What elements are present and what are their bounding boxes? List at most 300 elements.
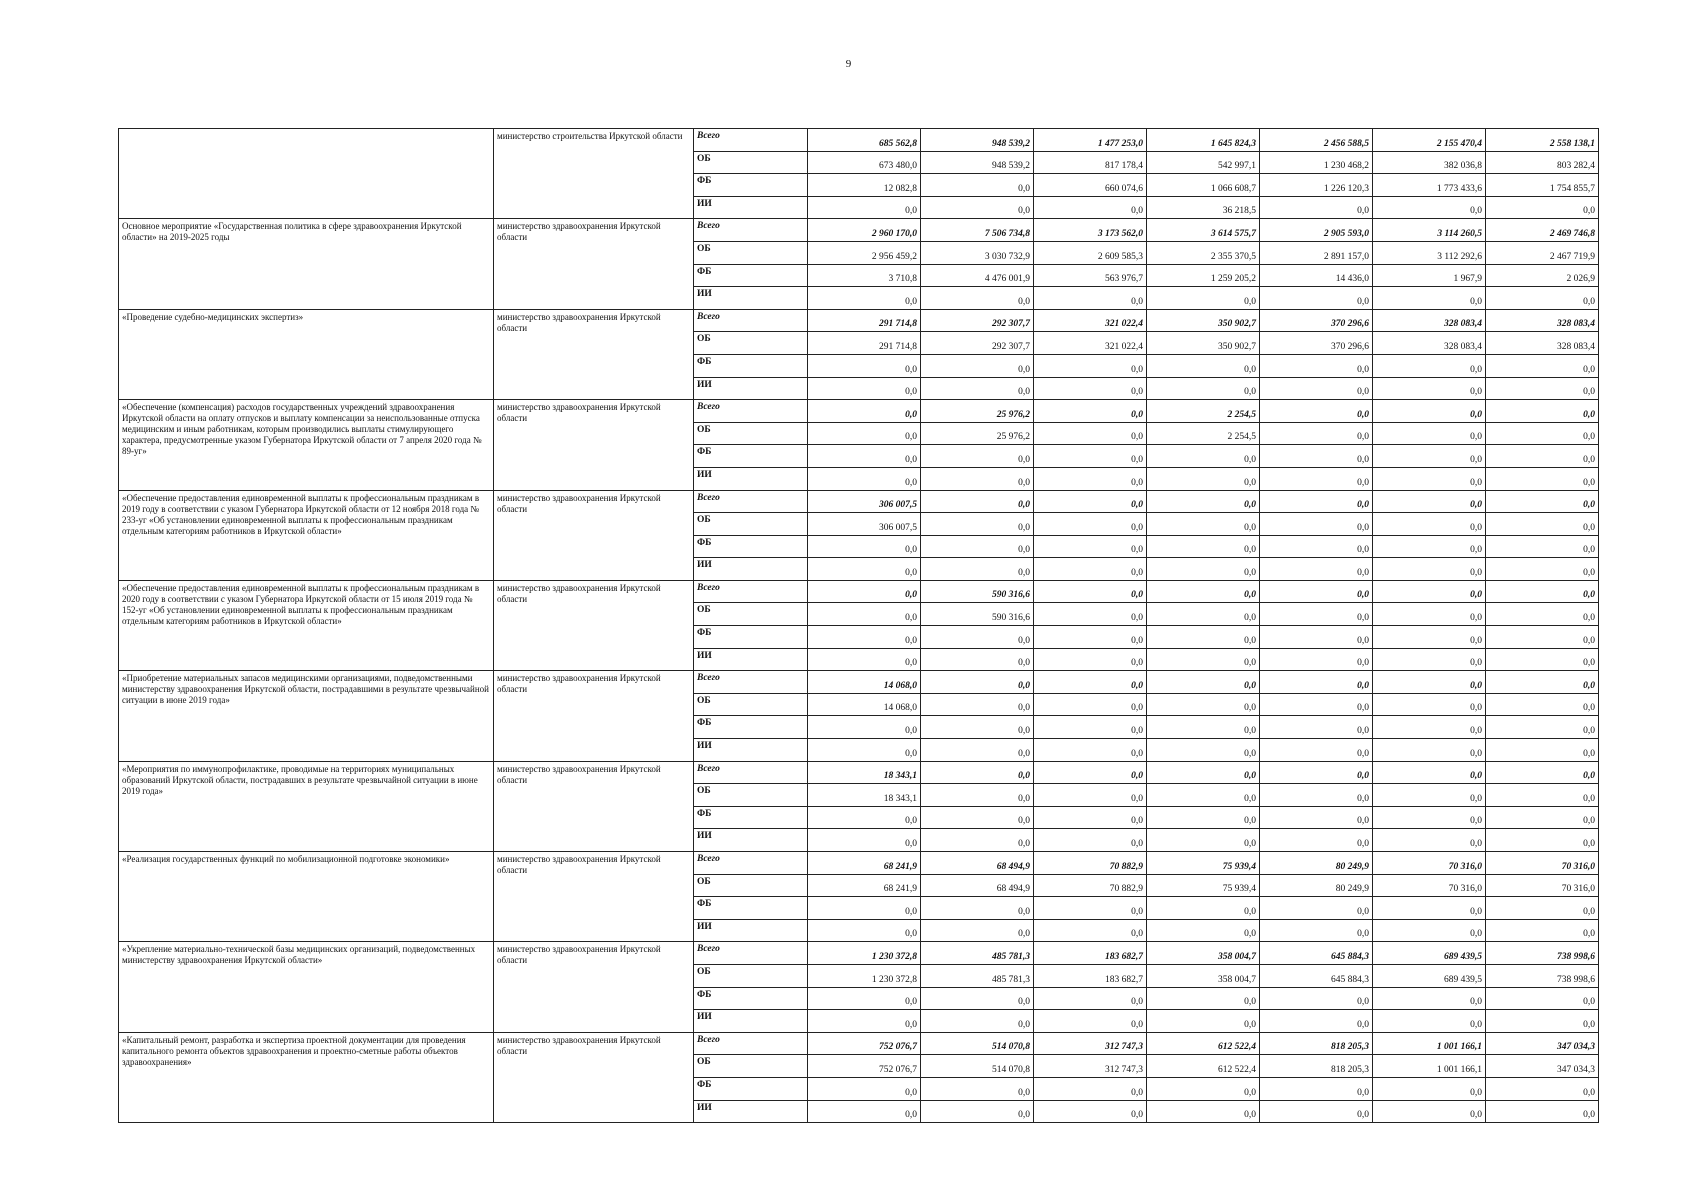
- value-cell: 328 083,4: [1486, 332, 1599, 355]
- value-cell: 0,0: [1260, 513, 1373, 536]
- funding-source-cell: ИИ: [694, 558, 808, 581]
- value-cell: 0,0: [1486, 784, 1599, 807]
- value-cell: 0,0: [1373, 829, 1486, 852]
- funding-source-cell: ИИ: [694, 467, 808, 490]
- value-cell: 3 710,8: [808, 264, 921, 287]
- value-cell: 0,0: [1034, 354, 1147, 377]
- value-cell: 0,0: [1486, 1077, 1599, 1100]
- funding-source-cell: Всего: [694, 219, 808, 242]
- value-cell: 0,0: [921, 897, 1034, 920]
- value-cell: 2 469 746,8: [1486, 219, 1599, 242]
- funding-source-cell: ОБ: [694, 693, 808, 716]
- value-cell: 0,0: [1486, 558, 1599, 581]
- funding-source-cell: Всего: [694, 1032, 808, 1055]
- value-cell: 382 036,8: [1373, 151, 1486, 174]
- funding-source-cell: ФБ: [694, 897, 808, 920]
- value-cell: 1 259 205,2: [1147, 264, 1260, 287]
- value-cell: 0,0: [1034, 784, 1147, 807]
- value-cell: 0,0: [921, 987, 1034, 1010]
- value-cell: 0,0: [921, 287, 1034, 310]
- value-cell: 0,0: [1034, 558, 1147, 581]
- value-cell: 0,0: [1486, 400, 1599, 423]
- value-cell: 0,0: [1260, 400, 1373, 423]
- value-cell: 0,0: [1373, 671, 1486, 694]
- responsible-executor-cell: министерство здравоохранения Иркутской области: [494, 400, 694, 490]
- value-cell: 0,0: [1373, 806, 1486, 829]
- value-cell: 752 076,7: [808, 1032, 921, 1055]
- value-cell: 0,0: [1034, 897, 1147, 920]
- value-cell: 0,0: [1034, 445, 1147, 468]
- value-cell: 0,0: [1260, 739, 1373, 762]
- value-cell: 0,0: [808, 1010, 921, 1033]
- funding-source-cell: ФБ: [694, 806, 808, 829]
- value-cell: 0,0: [1373, 648, 1486, 671]
- value-cell: 2 026,9: [1486, 264, 1599, 287]
- table-row: [119, 852, 1599, 875]
- funding-source-cell: ОБ: [694, 784, 808, 807]
- value-cell: 75 939,4: [1147, 874, 1260, 897]
- value-cell: 0,0: [1260, 897, 1373, 920]
- value-cell: 1 230 372,8: [808, 964, 921, 987]
- value-cell: 0,0: [1486, 377, 1599, 400]
- value-cell: 0,0: [1147, 1077, 1260, 1100]
- value-cell: 738 998,6: [1486, 964, 1599, 987]
- value-cell: 1 230 468,2: [1260, 151, 1373, 174]
- value-cell: 0,0: [808, 919, 921, 942]
- value-cell: 0,0: [1147, 580, 1260, 603]
- value-cell: 0,0: [808, 354, 921, 377]
- value-cell: 0,0: [1034, 400, 1147, 423]
- value-cell: 0,0: [921, 693, 1034, 716]
- value-cell: 370 296,6: [1260, 332, 1373, 355]
- value-cell: 14 068,0: [808, 693, 921, 716]
- value-cell: 0,0: [1147, 716, 1260, 739]
- value-cell: 68 241,9: [808, 852, 921, 875]
- value-cell: 0,0: [1373, 580, 1486, 603]
- value-cell: 0,0: [1486, 513, 1599, 536]
- value-cell: 0,0: [1147, 829, 1260, 852]
- value-cell: 0,0: [1373, 490, 1486, 513]
- value-cell: 0,0: [1373, 287, 1486, 310]
- value-cell: 0,0: [1147, 761, 1260, 784]
- value-cell: 291 714,8: [808, 309, 921, 332]
- table-row: [119, 309, 1599, 332]
- value-cell: 292 307,7: [921, 309, 1034, 332]
- value-cell: 0,0: [1260, 987, 1373, 1010]
- value-cell: 0,0: [1486, 490, 1599, 513]
- value-cell: 0,0: [808, 196, 921, 219]
- value-cell: 514 070,8: [921, 1032, 1034, 1055]
- value-cell: 0,0: [1034, 739, 1147, 762]
- funding-source-cell: ИИ: [694, 1010, 808, 1033]
- value-cell: 70 316,0: [1486, 852, 1599, 875]
- event-name-cell: Основное мероприятие «Государственная политика в сфере здравоохранения Иркутской области» на 2019-2025 годы: [119, 219, 494, 309]
- funding-source-cell: ФБ: [694, 535, 808, 558]
- value-cell: 660 074,6: [1034, 174, 1147, 197]
- value-cell: 0,0: [1373, 445, 1486, 468]
- funding-source-cell: ФБ: [694, 445, 808, 468]
- value-cell: 485 781,3: [921, 964, 1034, 987]
- value-cell: 68 494,9: [921, 852, 1034, 875]
- value-cell: 0,0: [921, 467, 1034, 490]
- value-cell: 542 997,1: [1147, 151, 1260, 174]
- value-cell: 0,0: [1034, 513, 1147, 536]
- value-cell: 0,0: [1373, 716, 1486, 739]
- funding-source-cell: ОБ: [694, 241, 808, 264]
- value-cell: 70 316,0: [1373, 852, 1486, 875]
- funding-source-cell: ОБ: [694, 603, 808, 626]
- value-cell: 0,0: [921, 919, 1034, 942]
- funding-source-cell: Всего: [694, 400, 808, 423]
- value-cell: 0,0: [1260, 377, 1373, 400]
- value-cell: 70 316,0: [1373, 874, 1486, 897]
- value-cell: 292 307,7: [921, 332, 1034, 355]
- value-cell: 0,0: [808, 535, 921, 558]
- value-cell: 18 343,1: [808, 761, 921, 784]
- value-cell: 0,0: [1260, 761, 1373, 784]
- value-cell: 0,0: [1373, 1077, 1486, 1100]
- value-cell: 612 522,4: [1147, 1032, 1260, 1055]
- value-cell: 0,0: [1147, 806, 1260, 829]
- value-cell: 0,0: [921, 716, 1034, 739]
- responsible-executor-cell: министерство здравоохранения Иркутской области: [494, 852, 694, 942]
- value-cell: 3 173 562,0: [1034, 219, 1147, 242]
- value-cell: 0,0: [921, 1010, 1034, 1033]
- value-cell: 0,0: [808, 603, 921, 626]
- value-cell: 0,0: [921, 761, 1034, 784]
- value-cell: 70 882,9: [1034, 874, 1147, 897]
- value-cell: 0,0: [1147, 513, 1260, 536]
- value-cell: 350 902,7: [1147, 309, 1260, 332]
- value-cell: 0,0: [1034, 806, 1147, 829]
- value-cell: 0,0: [1373, 535, 1486, 558]
- value-cell: 0,0: [1486, 445, 1599, 468]
- value-cell: 0,0: [1260, 603, 1373, 626]
- value-cell: 68 494,9: [921, 874, 1034, 897]
- value-cell: 312 747,3: [1034, 1055, 1147, 1078]
- table-row: [119, 942, 1599, 965]
- value-cell: 0,0: [1260, 354, 1373, 377]
- event-name-cell: «Проведение судебно-медицинских экспертиз»: [119, 309, 494, 399]
- value-cell: 1 226 120,3: [1260, 174, 1373, 197]
- value-cell: 312 747,3: [1034, 1032, 1147, 1055]
- value-cell: 0,0: [1034, 1010, 1147, 1033]
- value-cell: 0,0: [1034, 287, 1147, 310]
- value-cell: 0,0: [1147, 354, 1260, 377]
- value-cell: 0,0: [808, 716, 921, 739]
- value-cell: 0,0: [1034, 377, 1147, 400]
- value-cell: 0,0: [1147, 1100, 1260, 1123]
- value-cell: 328 083,4: [1486, 309, 1599, 332]
- value-cell: 0,0: [1486, 535, 1599, 558]
- table-row: [119, 1032, 1599, 1055]
- value-cell: 70 882,9: [1034, 852, 1147, 875]
- value-cell: 0,0: [1147, 490, 1260, 513]
- value-cell: 0,0: [1486, 806, 1599, 829]
- value-cell: 0,0: [1260, 422, 1373, 445]
- value-cell: 0,0: [1260, 535, 1373, 558]
- value-cell: 948 539,2: [921, 151, 1034, 174]
- value-cell: 0,0: [808, 422, 921, 445]
- value-cell: 0,0: [808, 1100, 921, 1123]
- value-cell: 347 034,3: [1486, 1055, 1599, 1078]
- value-cell: 0,0: [1147, 626, 1260, 649]
- value-cell: 0,0: [1260, 716, 1373, 739]
- funding-source-cell: ОБ: [694, 332, 808, 355]
- value-cell: 0,0: [921, 784, 1034, 807]
- value-cell: 2 254,5: [1147, 422, 1260, 445]
- value-cell: 2 254,5: [1147, 400, 1260, 423]
- value-cell: 358 004,7: [1147, 942, 1260, 965]
- value-cell: 25 976,2: [921, 400, 1034, 423]
- value-cell: 7 506 734,8: [921, 219, 1034, 242]
- value-cell: 0,0: [1260, 445, 1373, 468]
- value-cell: 36 218,5: [1147, 196, 1260, 219]
- value-cell: 328 083,4: [1373, 332, 1486, 355]
- responsible-executor-cell: министерство строительства Иркутской области: [494, 129, 694, 219]
- value-cell: 0,0: [1260, 196, 1373, 219]
- value-cell: 0,0: [1147, 558, 1260, 581]
- funding-source-cell: ФБ: [694, 264, 808, 287]
- value-cell: 0,0: [921, 174, 1034, 197]
- value-cell: 0,0: [1373, 558, 1486, 581]
- value-cell: 685 562,8: [808, 129, 921, 152]
- value-cell: 0,0: [921, 648, 1034, 671]
- value-cell: 0,0: [808, 580, 921, 603]
- value-cell: 689 439,5: [1373, 964, 1486, 987]
- value-cell: 0,0: [1034, 693, 1147, 716]
- value-cell: 2 609 585,3: [1034, 241, 1147, 264]
- value-cell: 306 007,5: [808, 513, 921, 536]
- value-cell: 0,0: [921, 626, 1034, 649]
- value-cell: 0,0: [1260, 829, 1373, 852]
- funding-source-cell: ФБ: [694, 626, 808, 649]
- value-cell: 0,0: [1373, 400, 1486, 423]
- value-cell: 0,0: [1373, 739, 1486, 762]
- value-cell: 0,0: [1147, 897, 1260, 920]
- value-cell: 0,0: [1034, 919, 1147, 942]
- value-cell: 0,0: [1260, 580, 1373, 603]
- value-cell: 3 614 575,7: [1147, 219, 1260, 242]
- page-number: 9: [845, 58, 852, 70]
- value-cell: 0,0: [808, 897, 921, 920]
- table-row: [119, 490, 1599, 513]
- value-cell: 0,0: [1486, 603, 1599, 626]
- value-cell: 370 296,6: [1260, 309, 1373, 332]
- value-cell: 948 539,2: [921, 129, 1034, 152]
- value-cell: 0,0: [1260, 467, 1373, 490]
- value-cell: 0,0: [921, 377, 1034, 400]
- value-cell: 0,0: [1034, 626, 1147, 649]
- value-cell: 0,0: [808, 1077, 921, 1100]
- value-cell: 0,0: [1147, 377, 1260, 400]
- value-cell: 70 316,0: [1486, 874, 1599, 897]
- value-cell: 183 682,7: [1034, 942, 1147, 965]
- funding-source-cell: ФБ: [694, 354, 808, 377]
- funding-source-cell: ИИ: [694, 287, 808, 310]
- value-cell: 0,0: [808, 648, 921, 671]
- value-cell: 0,0: [1147, 919, 1260, 942]
- budget-table: [118, 128, 1599, 1123]
- value-cell: 0,0: [1373, 513, 1486, 536]
- value-cell: 183 682,7: [1034, 964, 1147, 987]
- funding-source-cell: ФБ: [694, 1077, 808, 1100]
- value-cell: 0,0: [808, 377, 921, 400]
- value-cell: 0,0: [808, 400, 921, 423]
- value-cell: 0,0: [1486, 919, 1599, 942]
- value-cell: 328 083,4: [1373, 309, 1486, 332]
- value-cell: 0,0: [921, 490, 1034, 513]
- value-cell: 514 070,8: [921, 1055, 1034, 1078]
- value-cell: 0,0: [1373, 784, 1486, 807]
- value-cell: 0,0: [1260, 784, 1373, 807]
- value-cell: 0,0: [1373, 467, 1486, 490]
- value-cell: 0,0: [1147, 693, 1260, 716]
- value-cell: 0,0: [1373, 354, 1486, 377]
- funding-source-cell: ИИ: [694, 739, 808, 762]
- value-cell: 590 316,6: [921, 580, 1034, 603]
- value-cell: 0,0: [1260, 806, 1373, 829]
- value-cell: 2 155 470,4: [1373, 129, 1486, 152]
- funding-source-cell: ИИ: [694, 648, 808, 671]
- funding-source-cell: ОБ: [694, 151, 808, 174]
- value-cell: 18 343,1: [808, 784, 921, 807]
- value-cell: 0,0: [921, 535, 1034, 558]
- table-row: [119, 400, 1599, 423]
- value-cell: 1 477 253,0: [1034, 129, 1147, 152]
- value-cell: 0,0: [921, 354, 1034, 377]
- value-cell: 0,0: [921, 739, 1034, 762]
- value-cell: 0,0: [1486, 626, 1599, 649]
- value-cell: 0,0: [808, 739, 921, 762]
- value-cell: 0,0: [1260, 648, 1373, 671]
- value-cell: 1 230 372,8: [808, 942, 921, 965]
- value-cell: 645 884,3: [1260, 964, 1373, 987]
- value-cell: 2 905 593,0: [1260, 219, 1373, 242]
- value-cell: 0,0: [808, 445, 921, 468]
- value-cell: 563 976,7: [1034, 264, 1147, 287]
- value-cell: 0,0: [1373, 693, 1486, 716]
- value-cell: 0,0: [921, 445, 1034, 468]
- funding-source-cell: ИИ: [694, 196, 808, 219]
- value-cell: 0,0: [1034, 648, 1147, 671]
- event-name-cell: «Капитальный ремонт, разработка и экспертиза проектной документации для проведения капитального ремонта объектов здравоохранения и проектно-сметные работы объектов здравоохранения»: [119, 1032, 494, 1122]
- value-cell: 0,0: [1034, 490, 1147, 513]
- value-cell: 0,0: [1034, 196, 1147, 219]
- funding-source-cell: ФБ: [694, 987, 808, 1010]
- value-cell: 0,0: [1486, 287, 1599, 310]
- value-cell: 2 960 170,0: [808, 219, 921, 242]
- value-cell: 1 754 855,7: [1486, 174, 1599, 197]
- value-cell: 2 456 588,5: [1260, 129, 1373, 152]
- value-cell: 3 030 732,9: [921, 241, 1034, 264]
- value-cell: 0,0: [1486, 897, 1599, 920]
- value-cell: 2 467 719,9: [1486, 241, 1599, 264]
- value-cell: 80 249,9: [1260, 874, 1373, 897]
- value-cell: 0,0: [1147, 671, 1260, 694]
- value-cell: 291 714,8: [808, 332, 921, 355]
- event-name-cell: «Укрепление материально-технической базы медицинских организаций, подведомственных министерству здравоохранения Иркутской области»: [119, 942, 494, 1032]
- value-cell: 0,0: [1034, 1100, 1147, 1123]
- value-cell: 645 884,3: [1260, 942, 1373, 965]
- value-cell: 80 249,9: [1260, 852, 1373, 875]
- value-cell: 0,0: [1260, 490, 1373, 513]
- value-cell: 0,0: [1486, 1100, 1599, 1123]
- value-cell: 0,0: [1147, 987, 1260, 1010]
- value-cell: 0,0: [1034, 761, 1147, 784]
- responsible-executor-cell: министерство здравоохранения Иркутской области: [494, 1032, 694, 1122]
- value-cell: 0,0: [921, 196, 1034, 219]
- value-cell: 0,0: [1260, 626, 1373, 649]
- funding-source-cell: ОБ: [694, 1055, 808, 1078]
- funding-source-cell: ОБ: [694, 964, 808, 987]
- value-cell: 1 001 166,1: [1373, 1055, 1486, 1078]
- value-cell: 2 891 157,0: [1260, 241, 1373, 264]
- value-cell: 0,0: [808, 987, 921, 1010]
- funding-source-cell: Всего: [694, 671, 808, 694]
- value-cell: 1 066 608,7: [1147, 174, 1260, 197]
- value-cell: 0,0: [1260, 671, 1373, 694]
- funding-source-cell: Всего: [694, 580, 808, 603]
- value-cell: 0,0: [1373, 987, 1486, 1010]
- value-cell: 0,0: [1373, 422, 1486, 445]
- value-cell: 612 522,4: [1147, 1055, 1260, 1078]
- funding-source-cell: ОБ: [694, 874, 808, 897]
- value-cell: 0,0: [1147, 784, 1260, 807]
- table-body: [119, 129, 1599, 1123]
- value-cell: 0,0: [1034, 671, 1147, 694]
- funding-source-cell: Всего: [694, 490, 808, 513]
- value-cell: 12 082,8: [808, 174, 921, 197]
- value-cell: 0,0: [1373, 603, 1486, 626]
- table-row: [119, 129, 1599, 152]
- value-cell: 358 004,7: [1147, 964, 1260, 987]
- funding-source-cell: ИИ: [694, 377, 808, 400]
- responsible-executor-cell: министерство здравоохранения Иркутской области: [494, 942, 694, 1032]
- responsible-executor-cell: министерство здравоохранения Иркутской области: [494, 580, 694, 670]
- value-cell: 68 241,9: [808, 874, 921, 897]
- value-cell: 0,0: [1373, 897, 1486, 920]
- value-cell: 0,0: [921, 558, 1034, 581]
- event-name-cell: [119, 129, 494, 219]
- table-row: [119, 671, 1599, 694]
- value-cell: 0,0: [1486, 739, 1599, 762]
- value-cell: 0,0: [1486, 196, 1599, 219]
- value-cell: 1 773 433,6: [1373, 174, 1486, 197]
- value-cell: 0,0: [1373, 196, 1486, 219]
- value-cell: 1 645 824,3: [1147, 129, 1260, 152]
- funding-source-cell: Всего: [694, 942, 808, 965]
- value-cell: 0,0: [1260, 693, 1373, 716]
- value-cell: 0,0: [1486, 671, 1599, 694]
- value-cell: 0,0: [1486, 987, 1599, 1010]
- value-cell: 0,0: [1486, 648, 1599, 671]
- value-cell: 0,0: [1147, 287, 1260, 310]
- value-cell: 0,0: [808, 626, 921, 649]
- value-cell: 0,0: [1486, 693, 1599, 716]
- table-row: [119, 580, 1599, 603]
- value-cell: 485 781,3: [921, 942, 1034, 965]
- value-cell: 75 939,4: [1147, 852, 1260, 875]
- value-cell: 306 007,5: [808, 490, 921, 513]
- funding-source-cell: ИИ: [694, 829, 808, 852]
- value-cell: 818 205,3: [1260, 1032, 1373, 1055]
- value-cell: 0,0: [1373, 761, 1486, 784]
- event-name-cell: «Обеспечение предоставления единовременной выплаты к профессиональным праздникам в 2020 году в соответствии с указом Губернатора Иркутской области от 15 июля 2019 года № 152-уг «Об установлении единовременной выплаты к профессиональным праздникам отдельным категориям работников в Иркутской области»: [119, 580, 494, 670]
- value-cell: 817 178,4: [1034, 151, 1147, 174]
- responsible-executor-cell: министерство здравоохранения Иркутской области: [494, 761, 694, 851]
- value-cell: 0,0: [1147, 739, 1260, 762]
